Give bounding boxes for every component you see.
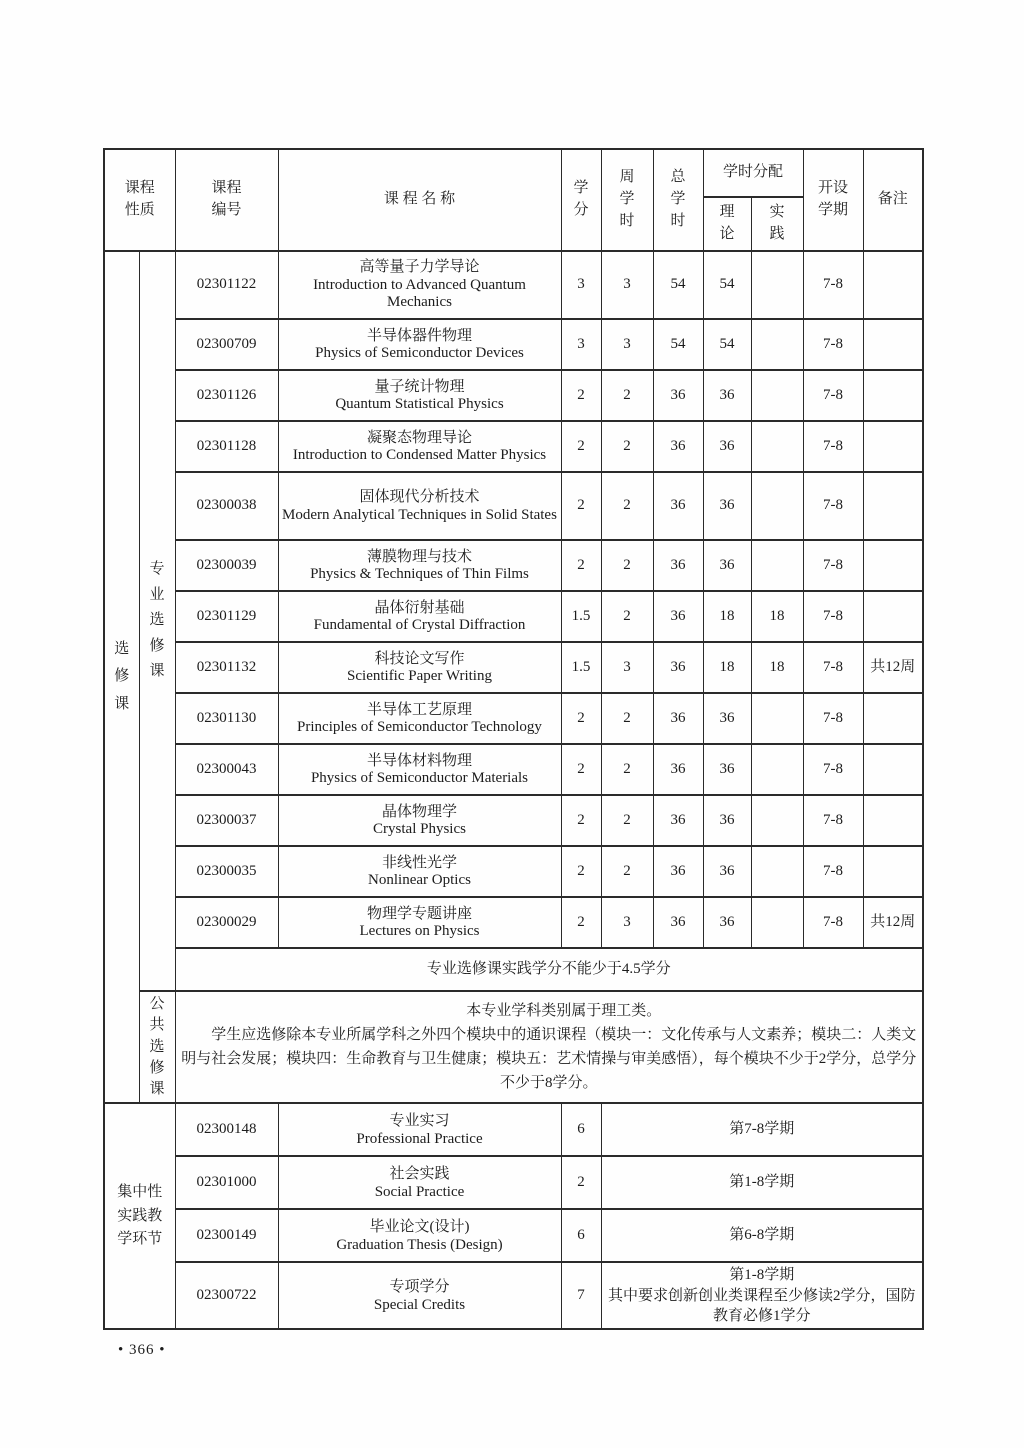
course-row: [104, 744, 923, 795]
course-name-zh: 凝聚态物理导论: [366, 429, 472, 446]
course-name-zh: 专项学分: [389, 1278, 450, 1295]
course-name-en: Introduction to Advanced Quantum Mechanics: [313, 277, 526, 311]
col-header-remarks: 备注: [863, 149, 923, 251]
course-name-zh: 高等量子力学导论: [359, 259, 480, 276]
course-name-zh: 社会实践: [389, 1165, 450, 1182]
course-name-en: Graduation Thesis (Design): [336, 1236, 503, 1253]
course-row: [104, 642, 923, 693]
course-semester: 7-8: [803, 846, 863, 897]
course-semester: 7-8: [803, 642, 863, 693]
course-code: 02300035: [175, 846, 278, 897]
public-elective-description: [175, 991, 923, 1103]
course-practice-hours: [751, 251, 803, 319]
course-name-zh: 量子统计物理: [374, 378, 465, 395]
group-public-elective-label: 公共选修课: [149, 996, 165, 1098]
course-code: 02301122: [175, 251, 278, 319]
course-credits: 2: [561, 472, 601, 540]
course-remark: [863, 251, 923, 319]
course-row: [104, 897, 923, 948]
course-code: 02300148: [175, 1103, 278, 1156]
course-remark: [863, 744, 923, 795]
course-total-hours: 36: [653, 370, 703, 421]
course-total-hours: 36: [653, 795, 703, 846]
course-practice-hours: 18: [751, 642, 803, 693]
credits-label: 学分: [573, 180, 589, 218]
course-name-zh: 毕业论文(设计): [369, 1218, 470, 1235]
course-semester-note: 其中要求创新创业类课程至少修读2学分，国防教育必修1学分: [608, 1287, 916, 1324]
course-code: 02300029: [175, 897, 278, 948]
course-code: 02300039: [175, 540, 278, 591]
course-credits: 2: [561, 540, 601, 591]
practice-row: [104, 1103, 923, 1156]
course-credits: 2: [561, 744, 601, 795]
course-theory-hours: 36: [703, 846, 751, 897]
course-name-en: Social Practice: [374, 1183, 465, 1200]
course-credits: 6: [561, 1103, 601, 1156]
public-elective-row: [104, 991, 923, 1103]
group-elective-label: 选修课: [114, 640, 130, 713]
course-code: 02300722: [175, 1262, 278, 1329]
course-total-hours: 36: [653, 744, 703, 795]
course-practice-hours: [751, 421, 803, 472]
course-credits: 2: [561, 1156, 601, 1209]
course-name-zh: 晶体衍射基础: [374, 599, 465, 616]
course-name-zh: 半导体工艺原理: [366, 701, 472, 718]
course-practice-hours: [751, 795, 803, 846]
col-header-course-code: [175, 149, 278, 251]
course-practice-hours: [751, 693, 803, 744]
course-semester: 7-8: [803, 319, 863, 370]
course-theory-hours: 36: [703, 421, 751, 472]
course-semester: 7-8: [803, 472, 863, 540]
public-elective-paragraph: 本专业学科类别属于理工类。: [466, 1003, 662, 1020]
course-weekly-hours: 2: [601, 421, 653, 472]
course-practice-hours: [751, 540, 803, 591]
course-name: [278, 591, 561, 642]
public-elective-paragraph: 学生应选修除本专业所属学科之外四个模块中的通识课程（模块一：文化传承与人文素养；模块二：人类文明与社会发展；模块四：生命教育与卫生健康；模块五：艺术情操与审美感悟），每个模块不少于2学分，总学分不少于8学分。: [181, 1027, 917, 1092]
course-name-zh: 固体现代分析技术: [359, 489, 480, 505]
course-weekly-hours: 3: [601, 642, 653, 693]
course-credits: 2: [561, 897, 601, 948]
course-remark: [863, 795, 923, 846]
course-name-en: Nonlinear Optics: [368, 872, 471, 889]
course-credits: 2: [561, 846, 601, 897]
course-theory-hours: 36: [703, 897, 751, 948]
group-practice-teaching-label: 集中性实践教学环节: [117, 1184, 163, 1247]
course-name: [278, 1156, 561, 1209]
course-row: [104, 540, 923, 591]
course-code: 02301130: [175, 693, 278, 744]
course-practice-hours: [751, 897, 803, 948]
course-row: [104, 421, 923, 472]
course-remark: [863, 421, 923, 472]
course-name-en: Quantum Statistical Physics: [335, 396, 504, 413]
course-name: [278, 1103, 561, 1156]
page-number: • 366 •: [118, 1342, 166, 1358]
course-semester: 7-8: [803, 370, 863, 421]
course-name: [278, 1209, 561, 1262]
course-semester: 7-8: [803, 693, 863, 744]
group-professional-elective-label: 专业选修课: [149, 561, 165, 680]
course-name-zh: 物理学专题讲座: [366, 905, 472, 922]
course-practice-hours: 18: [751, 591, 803, 642]
course-row: [104, 472, 923, 540]
course-row: [104, 693, 923, 744]
course-practice-hours: [751, 846, 803, 897]
col-header-semester: [803, 149, 863, 251]
course-remark: [863, 693, 923, 744]
course-name: [278, 897, 561, 948]
course-code: 02300038: [175, 472, 278, 540]
group-practice-teaching: [104, 1103, 175, 1329]
course-weekly-hours: 2: [601, 744, 653, 795]
professional-note-row: [104, 948, 923, 991]
course-credits: 3: [561, 319, 601, 370]
course-total-hours: 36: [653, 472, 703, 540]
practice-label: 实践: [769, 204, 785, 242]
course-theory-hours: 36: [703, 540, 751, 591]
course-theory-hours: 36: [703, 744, 751, 795]
course-credits: 2: [561, 795, 601, 846]
course-name-zh: 半导体器件物理: [366, 327, 472, 344]
course-name: [278, 642, 561, 693]
course-theory-hours: 36: [703, 370, 751, 421]
theory-label: 理论: [719, 204, 735, 242]
course-name-en: Physics of Semiconductor Materials: [310, 770, 529, 787]
course-total-hours: 36: [653, 540, 703, 591]
course-credits: 3: [561, 251, 601, 319]
course-nature-label: 课程性质: [124, 180, 155, 218]
course-weekly-hours: 2: [601, 846, 653, 897]
course-total-hours: 36: [653, 693, 703, 744]
col-header-theory: [703, 197, 751, 251]
col-header-practice: [751, 197, 803, 251]
course-name: [278, 421, 561, 472]
course-weekly-hours: 2: [601, 591, 653, 642]
course-weekly-hours: 2: [601, 370, 653, 421]
course-semester: 7-8: [803, 251, 863, 319]
course-row: [104, 319, 923, 370]
curriculum-table: [103, 148, 924, 1330]
course-total-hours: 36: [653, 421, 703, 472]
course-credits: 2: [561, 693, 601, 744]
course-semester: 7-8: [803, 897, 863, 948]
course-name-en: Physics of Semiconductor Devices: [315, 345, 524, 362]
course-weekly-hours: 3: [601, 319, 653, 370]
course-name-en: Introduction to Condensed Matter Physics: [292, 447, 547, 464]
course-weekly-hours: 2: [601, 693, 653, 744]
course-semester: 第7-8学期: [601, 1103, 923, 1156]
course-name-en: Professional Practice: [356, 1130, 483, 1147]
course-name: [278, 1262, 561, 1329]
col-header-total-hours: [653, 149, 703, 251]
course-total-hours: 36: [653, 846, 703, 897]
course-total-hours: 36: [653, 591, 703, 642]
course-name: [278, 744, 561, 795]
course-code: 02301132: [175, 642, 278, 693]
course-name-en: Scientific Paper Writing: [347, 668, 492, 685]
course-remark: [863, 540, 923, 591]
course-code: 02301129: [175, 591, 278, 642]
course-remark: [863, 472, 923, 540]
course-practice-hours: [751, 472, 803, 540]
course-name: [278, 472, 561, 540]
course-code: 02301000: [175, 1156, 278, 1209]
group-professional-elective: [139, 251, 175, 991]
course-row: [104, 795, 923, 846]
weekly-hours-label: 周学时: [619, 169, 635, 229]
course-weekly-hours: 3: [601, 897, 653, 948]
course-semester: 第1-8学期: [601, 1156, 923, 1209]
course-name-zh: 薄膜物理与技术: [366, 548, 472, 565]
course-row: [104, 370, 923, 421]
course-semester: 第6-8学期: [601, 1209, 923, 1262]
course-code: 02300709: [175, 319, 278, 370]
course-code: 02300037: [175, 795, 278, 846]
course-name-en: Physics & Techniques of Thin Films: [310, 566, 529, 583]
course-credits: 6: [561, 1209, 601, 1262]
course-weekly-hours: 2: [601, 540, 653, 591]
course-name-en: Modern Analytical Techniques in Solid States: [282, 506, 557, 523]
course-credits: 1.5: [561, 591, 601, 642]
course-name-zh: 晶体物理学: [381, 803, 457, 820]
course-code-label: 课程编号: [211, 180, 242, 218]
course-theory-hours: 54: [703, 251, 751, 319]
course-row: [104, 846, 923, 897]
course-practice-hours: [751, 319, 803, 370]
course-name-en: Crystal Physics: [373, 821, 466, 838]
course-name: [278, 319, 561, 370]
course-weekly-hours: 2: [601, 472, 653, 540]
col-header-weekly-hours: [601, 149, 653, 251]
course-remark: [863, 319, 923, 370]
course-credits: 7: [561, 1262, 601, 1329]
course-remark: 共12周: [863, 897, 923, 948]
total-hours-label: 总学时: [670, 169, 686, 229]
course-credits: 2: [561, 370, 601, 421]
practice-row: [104, 1262, 923, 1329]
course-total-hours: 54: [653, 319, 703, 370]
course-theory-hours: 18: [703, 591, 751, 642]
course-name: [278, 540, 561, 591]
semester-label: 开设学期: [818, 180, 849, 218]
course-theory-hours: 54: [703, 319, 751, 370]
course-practice-hours: [751, 744, 803, 795]
course-total-hours: 36: [653, 897, 703, 948]
course-credits: 2: [561, 421, 601, 472]
header-row: [104, 149, 923, 197]
course-semester: 7-8: [803, 421, 863, 472]
course-name-en: Principles of Semiconductor Technology: [297, 719, 542, 736]
practice-row: [104, 1156, 923, 1209]
course-weekly-hours: 3: [601, 251, 653, 319]
course-name-en: Fundamental of Crystal Diffraction: [313, 617, 526, 634]
professional-note: 专业选修课实践学分不能少于4.5学分: [175, 948, 923, 991]
course-total-hours: 36: [653, 642, 703, 693]
practice-row: [104, 1209, 923, 1262]
course-code: 02300149: [175, 1209, 278, 1262]
course-remark: [863, 591, 923, 642]
course-practice-hours: [751, 370, 803, 421]
course-name: [278, 693, 561, 744]
group-public-elective: [139, 991, 175, 1103]
course-name: [278, 370, 561, 421]
course-weekly-hours: 2: [601, 795, 653, 846]
course-semester: [601, 1262, 923, 1329]
course-semester: 7-8: [803, 795, 863, 846]
course-name-zh: 非线性光学: [381, 854, 457, 871]
course-name: [278, 251, 561, 319]
course-theory-hours: 36: [703, 795, 751, 846]
course-remark: [863, 370, 923, 421]
col-header-course-name: 课 程 名 称: [278, 149, 561, 251]
course-credits: 1.5: [561, 642, 601, 693]
course-code: 02300043: [175, 744, 278, 795]
course-name-zh: 半导体材料物理: [366, 752, 472, 769]
course-semester: 7-8: [803, 591, 863, 642]
col-header-course-nature: [104, 149, 175, 251]
course-remark: 共12周: [863, 642, 923, 693]
course-row: [104, 251, 923, 319]
course-semester: 7-8: [803, 744, 863, 795]
course-theory-hours: 18: [703, 642, 751, 693]
course-total-hours: 54: [653, 251, 703, 319]
course-code: 02301126: [175, 370, 278, 421]
col-header-hour-allocation: 学时分配: [703, 149, 803, 197]
course-theory-hours: 36: [703, 693, 751, 744]
course-semester-text: 第1-8学期: [729, 1267, 795, 1284]
course-name: [278, 795, 561, 846]
course-name-en: Lectures on Physics: [359, 923, 480, 940]
col-header-credits: [561, 149, 601, 251]
course-name-en: Special Credits: [373, 1296, 466, 1313]
course-name-zh: 科技论文写作: [374, 650, 465, 667]
course-row: [104, 591, 923, 642]
course-theory-hours: 36: [703, 472, 751, 540]
course-remark: [863, 846, 923, 897]
group-elective: [104, 251, 139, 1103]
course-semester: 7-8: [803, 540, 863, 591]
course-name: [278, 846, 561, 897]
course-name-zh: 专业实习: [389, 1112, 450, 1129]
course-code: 02301128: [175, 421, 278, 472]
